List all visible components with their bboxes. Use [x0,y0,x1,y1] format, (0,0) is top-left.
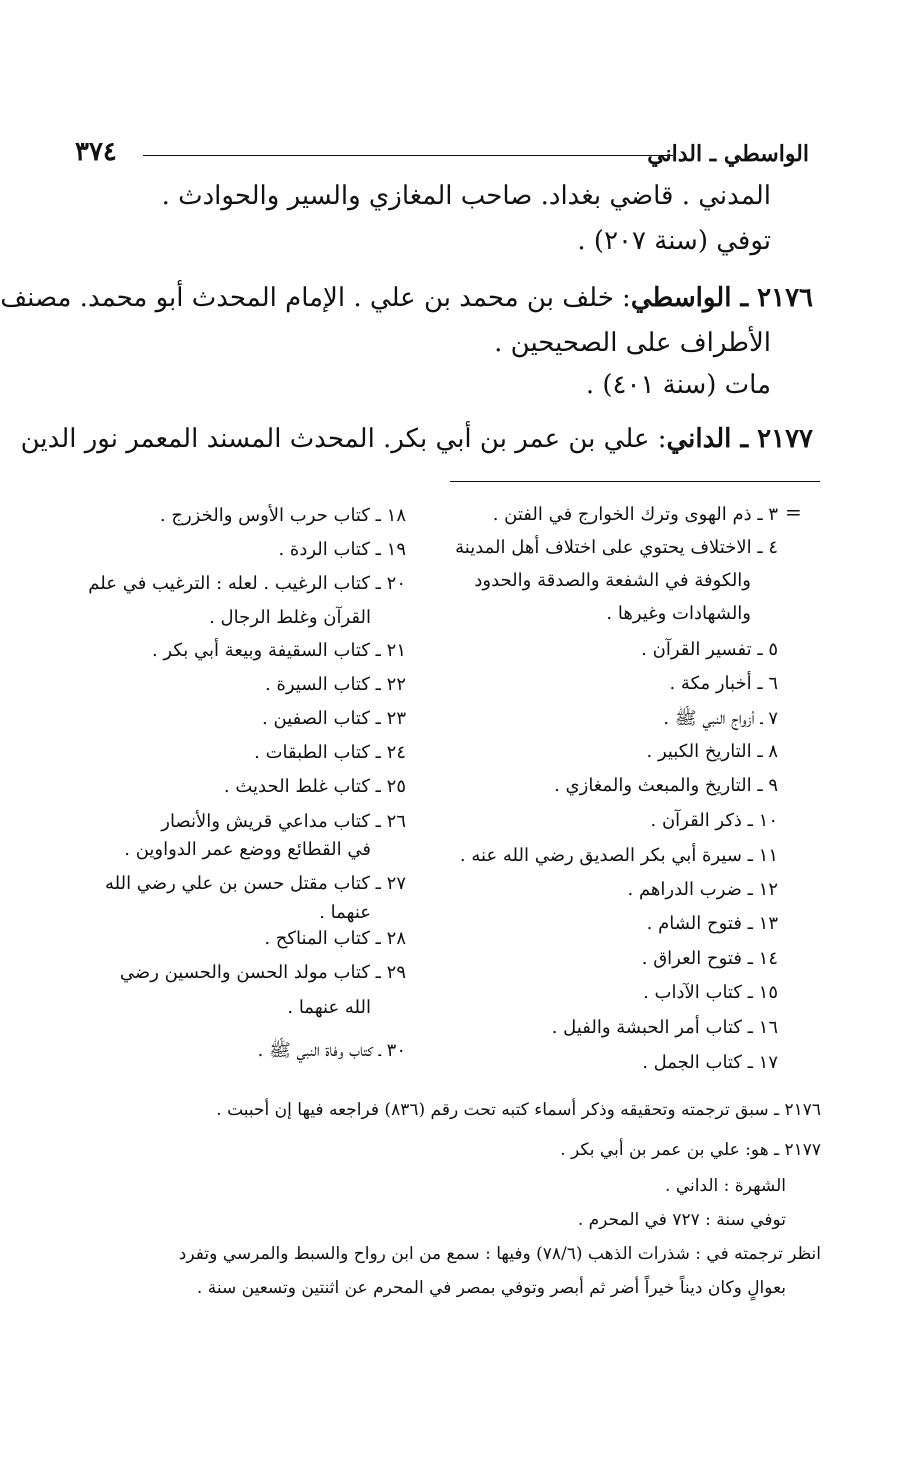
entry-2176-line-2: الأطراف على الصحيحين . [494,328,771,358]
list-item: ١١ ـ سيرة أبي بكر الصديق رضي الله عنه . [459,845,778,866]
entry-2176-text: : خلف بن محمد بن علي . الإمام المحدث أبو محمد. مصنف [0,283,631,313]
list-item: ١٢ ـ ضرب الدراهم . [627,879,778,900]
entry-2177-line-1 [21,424,813,454]
list-item: ١٥ ـ كتاب الآداب . [643,982,778,1003]
list-item: في القطائع ووضع عمر الدواوين . [124,839,371,860]
footnote-line: انظر ترجمته في : شذرات الذهب (٧٨/٦) وفيها : سمع من ابن رواح والسبط والمرسي وتفرد [178,1244,821,1264]
list-item: ٢٧ ـ كتاب مقتل حسن بن علي رضي الله [104,873,406,894]
list-item: ١٠ ـ ذكر القرآن . [650,810,778,831]
list-item: ٢٨ ـ كتاب المناكح . [264,928,406,949]
list-item: ٢٣ ـ كتاب الصفين . [262,708,406,729]
list-item: ٧ ـ أزواج النبي ﷺ . [663,708,778,729]
list-item: القرآن وغلط الرجال . [209,607,371,628]
list-item: ٢٥ ـ كتاب غلط الحديث . [223,776,406,797]
list-item: ٢٦ ـ كتاب مداعي قريش والأنصار [161,811,406,832]
list-item: ١٩ ـ كتاب الردة . [278,539,406,560]
list-item: ٢٢ ـ كتاب السيرة . [265,674,406,695]
entry-2177-text: : علي بن عمر بن أبي بكر. المحدث المسند المعمر نور الدين [20,424,667,454]
list-item: ١٣ ـ فتوح الشام . [646,913,778,934]
footnote-line: ٢١٧٦ ـ سبق ترجمته وتحقيقه وذكر أسماء كتبه تحت رقم (٨٣٦) فراجعه فيها إن أحببت . [216,1100,821,1120]
running-header-title: الواسطي ـ الداني [647,141,809,167]
list-item: ٢١ ـ كتاب السقيفة وبيعة أبي بكر . [151,640,406,661]
page-number: ٣٧٤ [75,137,117,167]
list-item: ٩ ـ التاريخ والمبعث والمغازي . [554,775,778,796]
list-item: ١٧ ـ كتاب الجمل . [642,1052,778,1073]
list-item: ١٨ ـ كتاب حرب الأوس والخزرج . [159,505,406,526]
list-item: ٢٠ ـ كتاب الرغيب . لعله : الترغيب في علم [88,573,406,594]
footnote-line: بعوالٍ وكان ديناً خيراً أضر ثم أبصر وتوفي بمصر في المحرم عن اثنتين وتسعين سنة . [196,1278,786,1298]
list-item: ٥ ـ تفسير القرآن . [641,639,778,660]
list-item: الله عنهما . [287,997,371,1018]
list-item: والكوفة في الشفعة والصدقة والحدود [474,570,751,591]
list-item: ٨ ـ التاريخ الكبير . [646,741,778,762]
footnote-line: ٢١٧٧ ـ هو: علي بن عمر بن أبي بكر . [560,1140,821,1160]
entry-2176-line-1 [0,283,813,313]
list-item: ٦ ـ أخبار مكة . [669,673,778,694]
continuation-mark: = [785,500,802,524]
notes-separator [450,481,820,482]
list-item: ٤ ـ الاختلاف يحتوي على اختلاف أهل المدينة [455,537,778,558]
entry-2176-number: ٢١٧٦ ـ الواسطي [630,283,813,313]
main-line-2: توفي (سنة ٢٠٧) . [577,226,771,256]
list-item: ٢٤ ـ كتاب الطبقات . [254,742,406,763]
footnote-line: توفي سنة : ٧٢٧ في المحرم . [577,1210,786,1230]
list-item: ١٤ ـ فتوح العراق . [641,948,778,969]
entry-2177-number: ٢١٧٧ ـ الداني [666,424,813,454]
list-item: والشهادات وغيرها . [606,603,751,624]
header-rule [143,155,673,156]
list-item: ٣٠ ـ كتاب وفاة النبي ﷺ . [257,1040,406,1061]
footnote-line: الشهرة : الداني . [665,1176,786,1196]
list-item: ٢٩ ـ كتاب مولد الحسن والحسين رضي [119,962,406,983]
main-line-1: المدني . قاضي بغداد. صاحب المغازي والسير والحوادث . [161,181,771,211]
entry-2176-line-3: مات (سنة ٤٠١) . [585,370,771,400]
list-item: ٣ ـ ذم الهوى وترك الخوارج في الفتن . [492,504,778,525]
list-item: عنهما . [319,902,371,923]
list-item: ١٦ ـ كتاب أمر الحبشة والفيل . [551,1017,778,1038]
